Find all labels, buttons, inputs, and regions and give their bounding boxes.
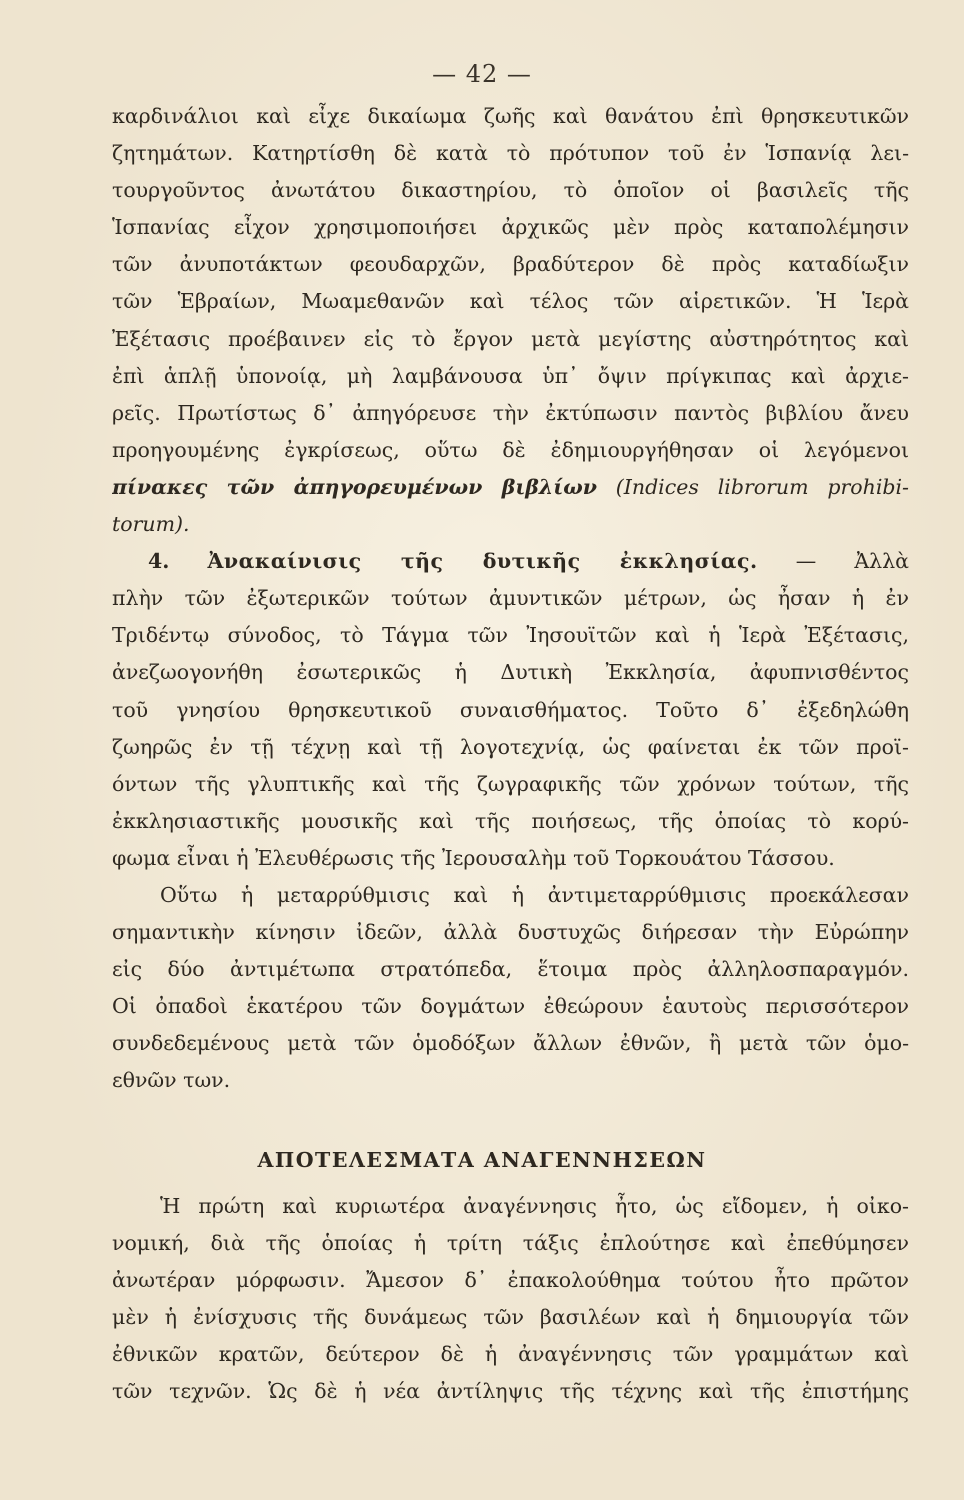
text-line: τουργοῦντος ἀνωτάτου δικαστηρίου, τὸ ὁποῖον οἱ βασιλεῖς τῆς — [112, 178, 909, 203]
text-line: ἐθνικῶν κρατῶν, δεύτερον δὲ ἡ ἀναγέννησις τῶν γραμμάτων καὶ — [112, 1342, 909, 1367]
text-line: τῶν τεχνῶν. Ὡς δὲ ἡ νέα ἀντίληψις τῆς τέχνης καὶ τῆς ἐπιστήμης — [112, 1379, 909, 1404]
text-line: συνδεδεμένους μετὰ τῶν ὁμοδόξων ἄλλων ἐθνῶν, ἢ μετὰ τῶν ὁμο- — [112, 1031, 909, 1056]
text-line: ἀνεζωογονήθη ἐσωτερικῶς ἡ Δυτικὴ Ἐκκλησία, ἀφυπνισθέντος — [112, 660, 909, 685]
text-line: ρεῖς. Πρωτίστως δ᾽ ἀπηγόρευσε τὴν ἐκτύπωσιν παντὸς βιβλίου ἄνευ — [112, 400, 909, 425]
text-line: Οἱ ὀπαδοὶ ἑκατέρου τῶν δογμάτων ἐθεώρουν ἑαυτοὺς περισσότερον — [112, 994, 909, 1019]
text-line: τῶν Ἑβραίων, Μωαμεθανῶν καὶ τέλος τῶν αἱρετικῶν. Ἡ Ἱερὰ — [112, 289, 909, 314]
text-line: Ἐξέτασις προέβαινεν εἰς τὸ ἔργον μετὰ μεγίστης αὐστηρότητος καὶ — [112, 326, 909, 351]
index-greek-term: πίνακες τῶν ἀπηγορευμένων βιβλίων — [112, 474, 597, 499]
text-line: Ἱσπανίας εἶχον χρησιμοποιήσει ἀρχικῶς μὲν πρὸς καταπολέμησιν — [112, 215, 909, 240]
text-line: torum). — [112, 512, 190, 537]
paragraph-results — [112, 1188, 909, 1411]
text-line-index — [112, 469, 909, 506]
text-line: πλὴν τῶν ἐξωτερικῶν τούτων ἀμυντικῶν μέτρων, ὡς ἦσαν ἡ ἐν — [112, 586, 909, 611]
text-line: νομική, διὰ τῆς ὁποίας ἡ τρίτη τάξις ἐπλούτησε καὶ ἐπεθύμησεν — [112, 1231, 909, 1256]
text-line: όντων τῆς γλυπτικῆς καὶ τῆς ζωγραφικῆς τῶν χρόνων τούτων, τῆς — [112, 771, 909, 796]
text-line: καρδινάλιοι καὶ εἶχε δικαίωμα ζωῆς καὶ θανάτου ἐπὶ θρησκευτικῶν — [112, 104, 909, 128]
text-line: Οὕτω ἡ μεταρρύθμισις καὶ ἡ ἀντιμεταρρύθμισις προεκάλεσαν — [160, 882, 909, 907]
paragraph-inquisition — [112, 98, 909, 1100]
text-line: ζητημάτων. Κατηρτίσθη δὲ κατὰ τὸ πρότυπον τοῦ ἐν Ἱσπανίᾳ λει- — [112, 141, 909, 166]
section-4-line — [112, 543, 909, 580]
text-line: προηγουμένης ἐγκρίσεως, οὕτω δὲ ἐδημιουργήθησαν οἱ λεγόμενοι — [112, 437, 909, 462]
section-heading: ΑΠΟΤΕΛΕΣΜΑΤΑ ΑΝΑΓΕΝΝΗΣΕΩΝ — [257, 1148, 707, 1172]
text-line: εθνῶν των. — [112, 1068, 231, 1093]
page-number: — 42 — — [432, 60, 532, 88]
text-line: ἐκκλησιαστικῆς μουσικῆς καὶ τῆς ποιήσεως, τῆς ὁποίας τὸ κορύ- — [112, 808, 909, 833]
section-continuation: — Ἀλλὰ — [795, 549, 909, 574]
text-line: εἰς δύο ἀντιμέτωπα στρατόπεδα, ἕτοιμα πρὸς ἀλληλοσπαραγμόν. — [112, 957, 909, 982]
text-line: τοῦ γνησίου θρησκευτικοῦ συναισθήματος. Τοῦτο δ᾽ ἐξεδηλώθη — [112, 697, 909, 722]
text-line: Ἡ πρώτη καὶ κυριωτέρα ἀναγέννησις ἦτο, ὡς εἴδομεν, ἡ οἰκο- — [160, 1194, 909, 1218]
text-line: σημαντικὴν κίνησιν ἰδεῶν, ἀλλὰ δυστυχῶς διήρεσαν τὴν Εὐρώπην — [112, 920, 909, 945]
text-line: φωμα εἶναι ἡ Ἐλευθέρωσις τῆς Ἰερουσαλὴμ τοῦ Τορκουάτου Τάσσου. — [112, 845, 835, 870]
text-line: ζωηρῶς ἐν τῇ τέχνῃ καὶ τῇ λογοτεχνίᾳ, ὡς φαίνεται ἐκ τῶν προϊ- — [112, 734, 909, 759]
text-line: τῶν ἀνυποτάκτων φεουδαρχῶν, βραδύτερον δὲ πρὸς καταδίωξιν — [112, 252, 909, 277]
section-number: 4. — [148, 549, 170, 574]
index-latin-term: (Indices librorum prohibi- — [615, 474, 909, 499]
section-title: Ἀνακαίνισις τῆς δυτικῆς ἐκκλησίας. — [207, 549, 758, 574]
text-line: ἐπὶ ἁπλῇ ὑπονοίᾳ, μὴ λαμβάνουσα ὑπ᾽ ὄψιν πρίγκιπας καὶ ἀρχιε- — [112, 363, 909, 388]
text-line: ἀνωτέραν μόρφωσιν. Ἄμεσον δ᾽ ἐπακολούθημα τούτου ἦτο πρῶτον — [112, 1268, 909, 1293]
text-line: Τριδέντῳ σύνοδος, τὸ Τάγμα τῶν Ἰησουϊτῶν καὶ ἡ Ἱερὰ Ἐξέτασις, — [112, 623, 909, 648]
text-line: μὲν ἡ ἐνίσχυσις τῆς δυνάμεως τῶν βασιλέων καὶ ἡ δημιουργία τῶν — [112, 1305, 909, 1330]
